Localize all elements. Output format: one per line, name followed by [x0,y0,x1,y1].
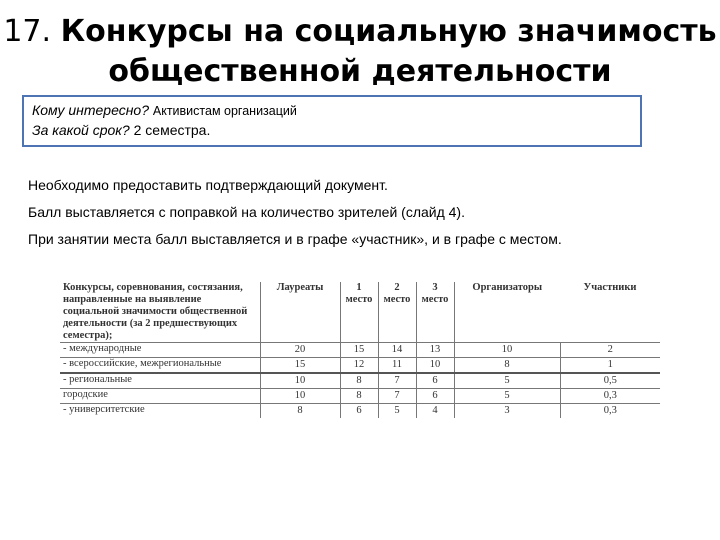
cell-organizers: 8 [454,358,560,374]
table-row [60,358,660,374]
row-label: - университетские [60,404,260,419]
cell-place-2: 14 [378,343,416,358]
header-laureates: Лауреаты [260,282,340,343]
cell-organizers: 5 [454,389,560,404]
cell-place-2: 5 [378,404,416,419]
table-row [60,404,660,419]
cell-organizers: 5 [454,373,560,389]
cell-laureates: 10 [260,373,340,389]
cell-laureates: 20 [260,343,340,358]
cell-organizers: 3 [454,404,560,419]
cell-place-1: 6 [340,404,378,419]
info-answer-audience: Активистам организаций [152,104,297,118]
cell-place-3: 13 [416,343,454,358]
cell-place-2: 7 [378,389,416,404]
cell-place-3: 10 [416,358,454,374]
cell-place-2: 11 [378,358,416,374]
cell-laureates: 8 [260,404,340,419]
title-line-1 [0,12,720,52]
cell-place-1: 8 [340,373,378,389]
cell-participants: 2 [560,343,660,358]
cell-place-1: 15 [340,343,378,358]
title-text-1: Конкурсы на социальную значимость [60,14,717,49]
title-number: 17. [3,14,52,49]
cell-organizers: 10 [454,343,560,358]
info-question-period: За какой срок? [32,122,130,138]
cell-participants: 0,3 [560,404,660,419]
cell-place-3: 6 [416,373,454,389]
cell-place-2: 7 [378,373,416,389]
notes-block [28,172,708,253]
header-participants: Участники [583,282,637,293]
table-row [60,373,660,389]
cell-participants: 1 [560,358,660,374]
row-label: городские [60,389,260,404]
header-place-2: 2 место [378,282,416,343]
note-document: Необходимо предоставить подтверждающий документ. [28,177,388,193]
info-row-audience [32,101,632,121]
header-place-1: 1 место [340,282,378,343]
header-organizers: Организаторы [454,282,560,343]
score-table [60,282,660,418]
note-place-scoring: При занятии места балл выставляется и в графе «участник», и в графе с местом. [28,231,562,247]
row-label: - всероссийские, межрегиональные [60,358,260,374]
row-label: - международные [60,343,260,358]
cell-participants: 0,5 [560,373,660,389]
cell-laureates: 15 [260,358,340,374]
info-box [22,95,642,147]
info-row-period [32,121,632,140]
info-question-audience: Кому интересно? [32,102,149,118]
slide-title [0,12,720,92]
cell-participants: 0,3 [560,389,660,404]
note-audience-correction: Балл выставляется с поправкой на количество зрителей (слайд 4). [28,204,465,220]
cell-laureates: 10 [260,389,340,404]
cell-place-1: 12 [340,358,378,374]
header-place-3: 3 место [416,282,454,343]
title-line-2: общественной деятельности [108,54,612,89]
cell-place-3: 6 [416,389,454,404]
cell-place-1: 8 [340,389,378,404]
table-row [60,389,660,404]
table-row [60,343,660,358]
table-header-row [60,282,660,343]
row-label: - региональные [60,373,260,389]
scanned-table [60,282,660,486]
cell-place-3: 4 [416,404,454,419]
header-criterion: Конкурсы, соревнования, состязания, направленные на выявление социальной значимости общественной деятельности (за 2 предшествующих семестра); [63,282,248,341]
info-answer-period: 2 семестра. [133,122,211,138]
